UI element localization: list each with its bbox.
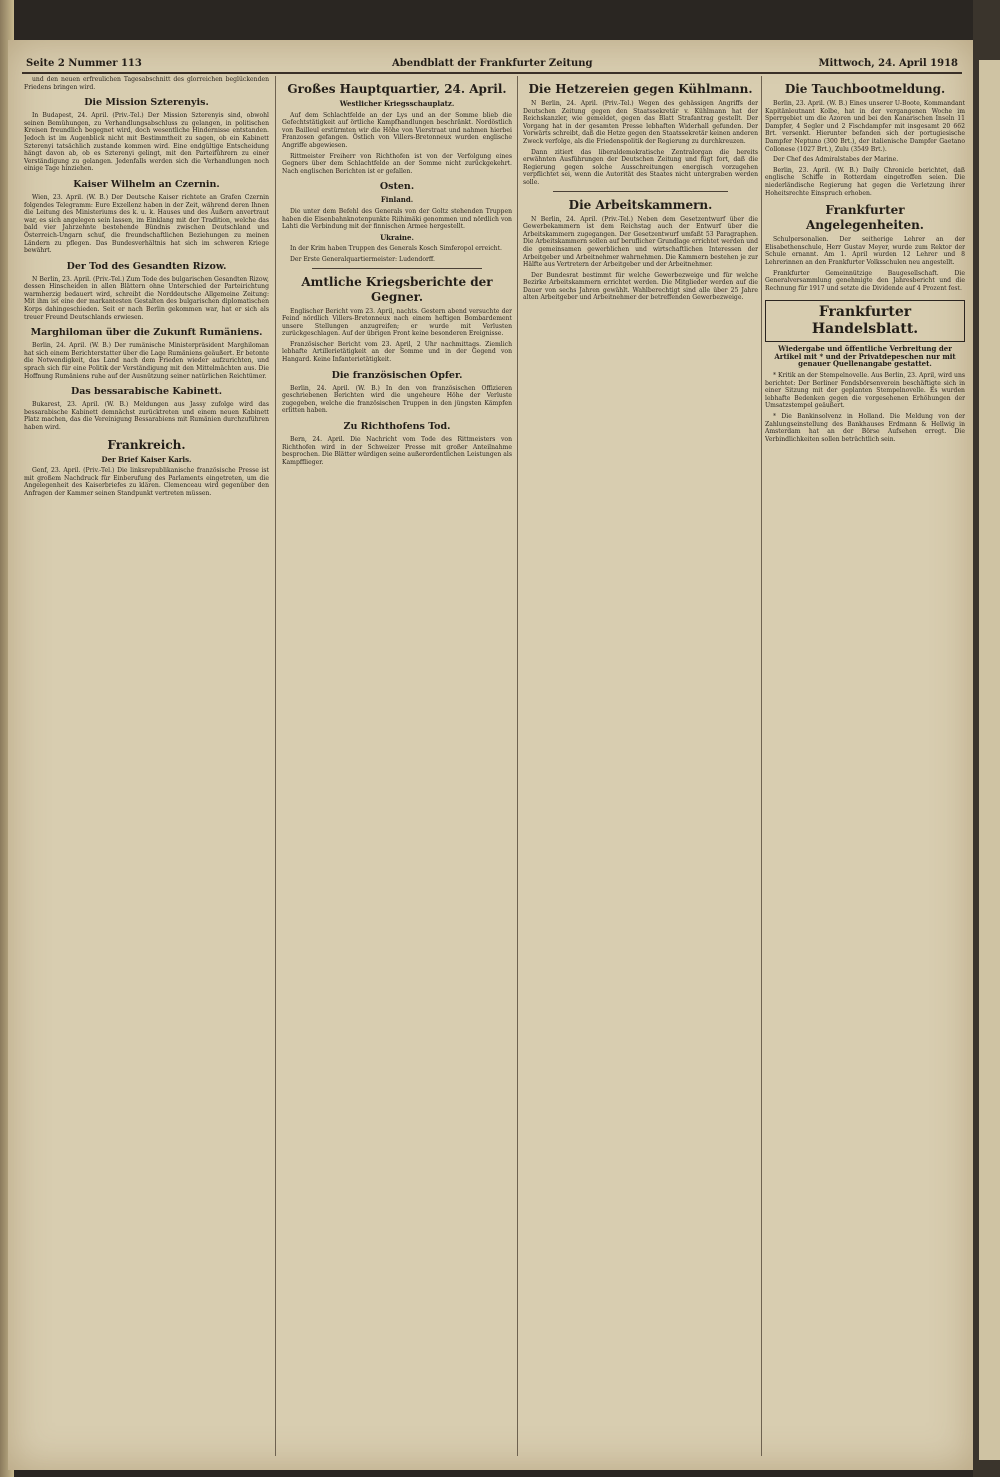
article-subheading: Ukraine. bbox=[380, 232, 414, 242]
article-text: Wien, 23. April. (W. B.) Der Deutsche Kaiser richtete an Grafen Czernin folgendes Telegramm: Eure Exzellenz haben in der Zeit, während deren Ihnen die Leitung des Ministeriums des k. u. k. Hauses und des Äußern anvertraut war, es sich angelegen sein lassen, im Einklang mit der Tradition, welche das bald vier Jahrzehnte bestehende Bündnis zwischen Deutschland und Österreich-Ungarn schuf, die freundschaftlichen Beziehungen zu meinen Ländern zu pflegen. Das Bundesverhältnis hat sich im schweren Kriege bewährt. bbox=[24, 193, 269, 255]
article-text: Berlin, 23. April. (W. B.) Daily Chronicle berichtet, daß englische Schiffe in Rotterdam eingetroffen seien. Die niederländische Regierung hat gegen die Verletzung ihrer Hoheitsrechte Einspruch erhoben. bbox=[765, 166, 965, 197]
article-text: Berlin, 24. April. (W. B.) In den von französischen Offizieren geschriebenen Berichten wird die ungeheure Höhe der Verluste zugegeben, welche die französischen Truppen in den jüngsten Kämpfen erlitten haben. bbox=[282, 384, 512, 415]
article-heading: Die Hetzereien gegen Kühlmann. bbox=[528, 82, 753, 96]
article-text: Dann zitiert das liberaldemokratische Zentralorgan die bereits erwähnten Ausführungen der Deutschen Zeitung und fügt fort, daß die Regierung gegen solche Ausschreitungen energisch vorzugehen verpflichtet sei, wenn die Autorität des Staates nicht untergraben werden solle. bbox=[523, 148, 758, 186]
article-text: und den neuen erfreulichen Tagesabschnitt des glorreichen beglückenden Friedens bringen wird. bbox=[24, 76, 269, 91]
header-page-number: Seite 2 Nummer 113 bbox=[26, 58, 142, 69]
article-text: Französischer Bericht vom 23. April, 2 Uhr nachmittags. Ziemlich lebhafte Artillerietätigkeit an der Somme und in der Gegend von Hangard. Keine Infanterietätigkeit. bbox=[282, 340, 512, 364]
article-heading: Zu Richthofens Tod. bbox=[343, 421, 451, 433]
header-masthead: Abendblatt der Frankfurter Zeitung bbox=[392, 58, 593, 69]
article-heading: Großes Hauptquartier, 24. April. bbox=[287, 82, 507, 96]
column-2 bbox=[282, 76, 512, 1456]
article-text: Auf dem Schlachtfelde an der Lys und an der Somme blieb die Gefechtstätigkeit auf örtliche Kampfhandlungen beschränkt. Nordöstlich von Bailleul erstürmten wir die Höhe von Vierstraat und nahmen hierbei Franzosen gefangen. Östlich von Villers-Bretonneux wurden englische Angriffe abgewiesen. bbox=[282, 111, 512, 149]
header-date: Mittwoch, 24. April 1918 bbox=[818, 58, 958, 69]
article-text: Englischer Bericht vom 23. April, nachts. Gestern abend versuchte der Feind nördlich Villers-Bretonneux nach einem heftigen Bombardement unsere Stellungen anzugreifen; er wurde mit Verlusten zurückgeschlagen. Auf der übrigen Front keine besonderen Ereignisse. bbox=[282, 307, 512, 338]
article-text: In Budapest, 24. April. (Priv.-Tel.) Der Mission Szterenyis sind, obwohl seinen Bemühungen, zu Verhandlungsabschluss zu gelangen, in politischen Kreisen freundlich begegnet wird, doch wesentliche Hindernisse entstanden. Jedoch ist im Augenblick nicht mit Bestimmtheit zu sagen, ob ein Kabinett Szterenyi tatsächlich zustande kommen wird. Eine endgültige Entscheidung hängt davon ab, ob es Szterenyi gelingt, mit den Parteiführern zu einer Verständigung zu gelangen. Jedenfalls werden sich die Verhandlungen noch einige Tage hinziehen. bbox=[24, 112, 269, 173]
article-heading: Die Tauchbootmeldung. bbox=[784, 82, 946, 96]
column-3 bbox=[523, 76, 758, 1456]
article-heading: Kaiser Wilhelm an Czernin. bbox=[73, 178, 220, 190]
article-heading: Frankfurter Angelegenheiten. bbox=[805, 203, 924, 233]
article-text: Die unter dem Befehl des Generals von der Goltz stehenden Truppen haben die Eisenbahnknotenpunkte Riihimäki genommen und nördlich von Lahti die Verbindung mit der finnischen Armee hergestellt. bbox=[282, 207, 512, 231]
article-text: Frankfurter Gemeinnützige Baugesellschaft. Die Generalversammlung genehmigte den Jahresbericht und die Rechnung für 1917 und setzte die Dividende auf 4 Prozent fest. bbox=[765, 269, 965, 292]
article-heading: Frankreich. bbox=[107, 437, 186, 452]
article-text: Rittmeister Freiherr von Richthofen ist von der Verfolgung eines Gegners über dem Schlachtfelde an der Somme nicht zurückgekehrt. Nach englischen Berichten ist er gefallen. bbox=[282, 152, 512, 175]
article-heading: Die Arbeitskammern. bbox=[568, 197, 713, 212]
article-heading: Die französischen Opfer. bbox=[331, 369, 463, 381]
column-rule bbox=[517, 76, 518, 1456]
article-text: In der Krim haben Truppen des Generals Kosch Simferopol erreicht. bbox=[290, 245, 502, 253]
article-text: Bern, 24. April. Die Nachricht vom Tode des Rittmeisters von Richthofen wird in der Schweizer Presse mit großer Anteilnahme besprochen. Die Blätter würdigen seine außerordentlichen Leistungen als Kampfflieger. bbox=[282, 436, 512, 466]
column-4 bbox=[765, 76, 965, 1456]
page-header bbox=[22, 52, 962, 74]
article-heading: Das bessarabische Kabinett. bbox=[70, 386, 223, 398]
separator bbox=[553, 191, 728, 192]
separator bbox=[312, 268, 482, 269]
article-signature: Der Erste Generalquartiermeister: Ludendorff. bbox=[290, 255, 435, 263]
article-text: N Berlin, 24. April. (Priv.-Tel.) Wegen des gehässigen Angriffs der Deutschen Zeitung gegen den Staatssekretär v. Kühlmann hat der Reichskanzler, wie gemeldet, gegen das Blatt Strafantrag gestellt. Der Vorgang hat in der gesamten Presse lebhaften Widerhall gefunden. Der Vorwärts schreibt, daß die Hetze gegen den Staatssekretär keinen anderen Zweck verfolge, als die Friedenspolitik der Regierung zu durchkreuzen. bbox=[523, 100, 758, 145]
column-rule bbox=[275, 76, 276, 1456]
article-subheading: Finland. bbox=[380, 195, 414, 205]
article-text: Schulpersonalien. Der seitherige Lehrer an der Elisabethenschule, Herr Gustav Meyer, wurde zum Rektor der Schule ernannt. Am 1. April wurden 12 Lehrer und 8 Lehrerinnen an den Frankfurter Volksschulen neu angestellt. bbox=[765, 236, 965, 266]
column-rule bbox=[761, 76, 762, 1456]
article-text: * Kritik an der Stempelnovelle. Aus Berlin, 23. April, wird uns berichtet: Der Berliner Fondsbörsenverein beschäftigte sich in einer Sitzung mit der geplanten Stempelnovelle. Es wurden lebhafte Bedenken gegen die vorgesehenen Erhöhungen der Umsatzstempel geäußert. bbox=[765, 372, 965, 410]
article-heading: Marghiloman über die Zukunft Rumäniens. bbox=[30, 327, 263, 339]
article-text: Der Bundesrat bestimmt für welche Gewerbezweige und für welche Bezirke Arbeitskammern errichtet werden. Die Mitglieder werden auf die Dauer von sechs Jahren gewählt. Wahlberechtigt sind alle über 25 Jahre alten Arbeitgeber und Arbeitnehmer der betreffenden Gewerbezweige. bbox=[523, 271, 758, 302]
article-text: N Berlin, 23. April. (Priv.-Tel.) Zum Tode des bulgarischen Gesandten Rizow, dessen Hinscheiden in allen Blättern ohne Unterschied der Parteirichtung warmherzig bedauert wird, schreibt die Norddeutsche Allgemeine Zeitung: Mit ihm ist eine der markantesten Gestalten des bulgarischen diplomatischen Korps dahingeschieden. Seit er nach Berlin gekommen war, hat er sich als treuer Freund Deutschlands erwiesen. bbox=[24, 275, 269, 321]
article-text: N Berlin, 24. April. (Priv.-Tel.) Neben dem Gesetzentwurf über die Gewerbekammern ist dem Reichstag auch der Entwurf über die Arbeitskammern zugegangen. Der Gesetzentwurf umfaßt 53 Paragraphen. Die Arbeitskammern sollen auf beruflicher Grundlage errichtet werden und die gemeinsamen gewerblichen und wirtschaftlichen Interessen der Arbeitgeber und Arbeitnehmer wahrnehmen. Die Kammern bestehen je zur Hälfte aus Vertretern der Arbeitgeber und der Arbeitnehmer. bbox=[523, 215, 758, 269]
article-text: Berlin, 23. April. (W. B.) Eines unserer U-Boote, Kommandant Kapitänleutnant Kolbe, hat in der vergangenen Woche im Sperrgebiet um die Azoren und bei den Kanarischen Inseln 11 Dampfer, 4 Segler und 2 Fischdampfer mit insgesamt 20 662 Brt. versenkt. Hierunter befanden sich der portugiesische Dampfer Neptuno (300 Brt.), der italienische Dampfer Gaetano Collonese (1027 Brt.), Zulu (3549 Brt.). bbox=[765, 100, 965, 153]
section-notice: Wiedergabe und öffentliche Verbreitung der Artikel mit * und der Privatdepeschen nur mit genauer Quellenangabe gestattet. bbox=[774, 344, 956, 369]
article-text: * Die Bankinsolvenz in Holland. Die Meldung von der Zahlungseinstellung des Bankhauses Erdmann & Hellwig in Amsterdam hat an der Börse Aufsehen erregt. Die Verbindlichkeiten sollen beträchtlich sein. bbox=[765, 413, 965, 443]
article-heading: Osten. bbox=[379, 181, 415, 193]
article-heading: Der Tod des Gesandten Rizow. bbox=[66, 260, 227, 272]
column-1 bbox=[24, 76, 269, 1456]
article-text: Berlin, 24. April. (W. B.) Der rumänische Ministerpräsident Marghiloman hat sich einem Berichterstatter über die Lage Rumäniens geäußert. Er betonte die Notwendigkeit, das Land nach dem Frieden wieder aufzurichten, und sprach sich für eine Politik der Verständigung mit den Mittelmächten aus. Die Hoffnung Rumäniens ruhe auf der Ausnützung seiner natürlichen Reichtümer. bbox=[24, 342, 269, 380]
adjacent-page-strip bbox=[973, 0, 1000, 1477]
article-subheading: Westlicher Kriegsschauplatz. bbox=[339, 99, 455, 108]
article-heading: Amtliche Kriegsberichte der Gegner. bbox=[301, 274, 493, 304]
article-heading: Die Mission Szterenyis. bbox=[84, 97, 209, 109]
adjacent-page-sliver bbox=[979, 60, 1000, 1460]
article-text: Genf, 23. April. (Priv.-Tel.) Die linksrepublikanische französische Presse ist mit großem Nachdruck für Einberufung des Parlaments eingetreten, um die Angelegenheit des Kaiserbriefes zu klären. Clemenceau wird gegenüber den Anfragen der Kammer seinen Standpunkt vertreten müssen. bbox=[24, 467, 269, 497]
article-subheading: Der Brief Kaiser Karls. bbox=[101, 454, 192, 464]
article-text: Bukarest, 23. April. (W. B.) Meldungen aus Jassy zufolge wird das bessarabische Kabinett demnächst zurücktreten und einem neuen Kabinett Platz machen, das die Vereinigung Bessarabiens mit Rumänien durchzuführen haben wird. bbox=[24, 401, 269, 431]
article-signature: Der Chef des Admiralstabes der Marine. bbox=[773, 156, 899, 164]
section-masthead: Frankfurter Handelsblatt. bbox=[765, 300, 965, 342]
